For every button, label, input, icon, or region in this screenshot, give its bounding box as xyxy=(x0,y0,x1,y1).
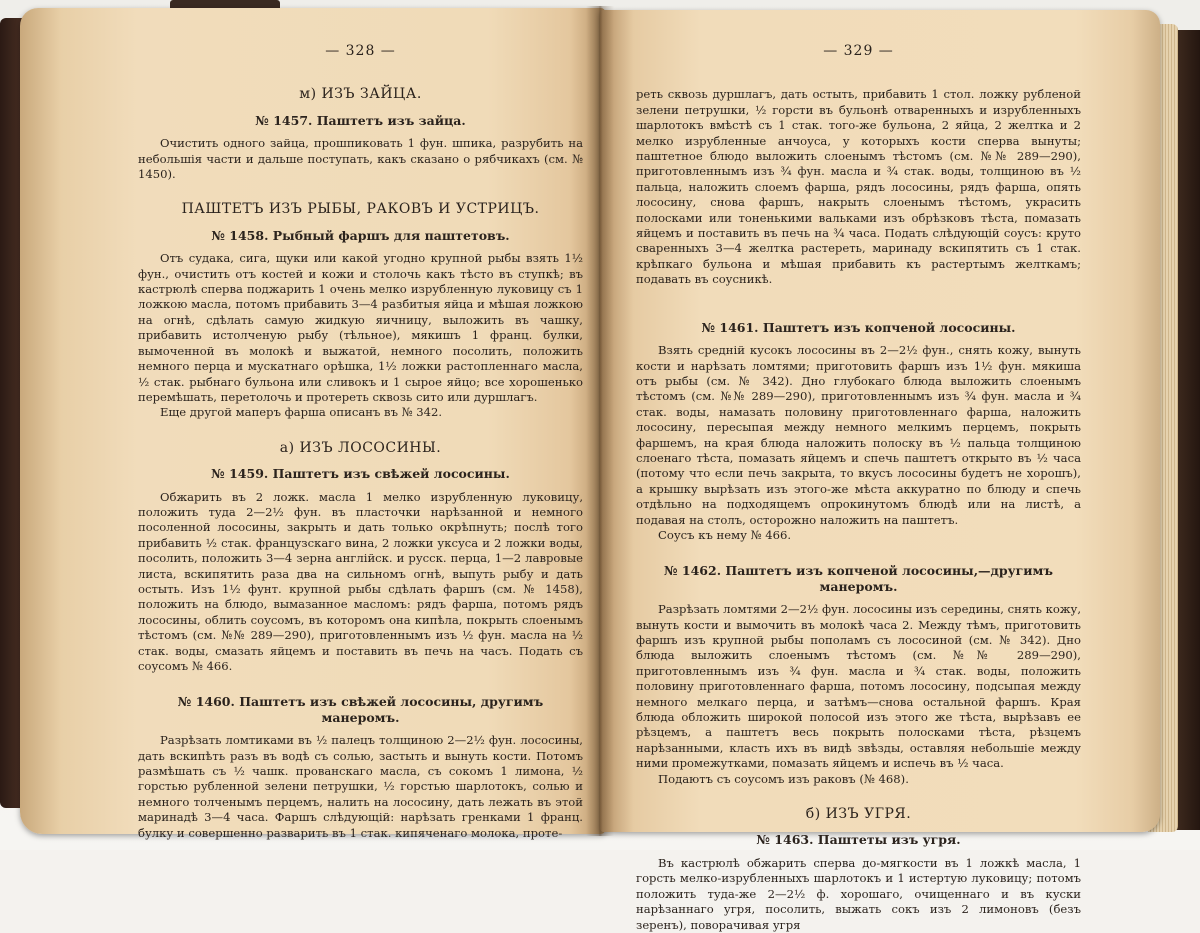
recipe-title-1458: № 1458. Рыбный фаршъ для паштетовъ. xyxy=(211,227,510,243)
left-page-text xyxy=(138,44,583,841)
section-heading-fish: ПАШТЕТЪ ИЗЪ РЫБЫ, РАКОВЪ И УСТРИЦЪ. xyxy=(181,201,540,218)
page-number-right: — 329 — xyxy=(823,43,894,59)
recipe-title-1461: № 1461. Паштетъ изъ копченой лососины. xyxy=(701,319,1016,335)
recipe-title-1457: № 1457. Паштетъ изъ зайца. xyxy=(255,112,466,128)
recipe-text-1463: Въ кастрюлѣ обжарить сперва до-мягкости въ 1 ложкѣ масла, 1 горсть мелко-изрубленныхъ шарлотокъ и 1 истертую луковицу; потомъ положить туда-же 2—2½ ф. хорошаго, очищеннаго и въ куски нарѣзаннаго угря, посолить, выжать сокъ изъ 2 лимоновъ (безъ зеренъ), поворачивая угря xyxy=(636,855,1081,932)
recipe-note-1462: Подаютъ съ соусомъ изъ раковъ (№ 468). xyxy=(658,771,909,786)
recipe-title-1460: № 1460. Паштетъ изъ свѣжей лососины, другимъ манеромъ. xyxy=(177,694,544,725)
recipe-title-1462: № 1462. Паштетъ изъ копченой лососины,—другимъ манеромъ. xyxy=(663,563,1054,594)
recipe-title-1463: № 1463. Паштеты изъ угря. xyxy=(756,832,961,848)
recipe-text-1458: Отъ судака, сига, щуки или какой угодно крупной рыбы взять 1½ фун., очистить отъ костей и кожи и столочь какъ тѣсто въ ступкѣ; въ кастрюлѣ сперва поджарить 1 очень мелко изрубленную луковицу съ 1 ложкою масла, потомъ прибавить 3—4 разбитыя яйца и мѣшая ложкою на огнѣ, сдѣлать самую жидкую яичницу, выложить въ чашку, прибавить истолченую рыбу (тѣльное), мякишъ 1 франц. булки, вымоченной въ молокѣ и выжатой, немного посолить, положить немного перца и мускатнаго орѣшка, 1½ ложки растопленнаго масла, ½ стак. рыбнаго бульона или сливокъ и 1 сырое яйцо; все хорошенько перемѣшать, перетолочь и протереть сквозь сито или дуршлагъ. xyxy=(138,251,583,404)
section-heading-salmon: а) ИЗЪ ЛОСОСИНЫ. xyxy=(279,439,442,456)
right-page-text xyxy=(636,44,1081,933)
recipe-text-1461: Взять средній кусокъ лососины въ 2—2½ фун., снять кожу, вынуть кости и нарѣзать ломтями; приготовить фаршъ изъ 1½ фун. мякиша отъ рыбы (см. № 342). Дно глубокаго блюда выложить слоенымъ тѣстомъ (см. №№ 289—290), приготовленнымъ изъ ¾ фун. масла и ¾ стак. воды, намазать половину приготовленнаго фарша, наложить лососину, пересыпая между немного мелкимъ перцемъ, покрыть фаршемъ, на края блюда наложить полоску въ ½ пальца толщиною слоенаго тѣста, помазать яйцемъ и спечь паштетъ открыто въ ½ часа (потому что если печь закрыта, то вкусъ лососины будетъ не хорошъ), а крышку вырѣзать изъ этого-же мѣста аккуратно по блюду и спечь отдѣльно на подходящемъ опрокинутомъ блюдѣ или на листѣ, а подавая на столъ, осторожно наложить на паштетъ. xyxy=(636,343,1081,527)
section-heading-zayats: м) ИЗЪ ЗАЙЦА. xyxy=(299,86,422,103)
recipe-text-1460: Разрѣзать ломтиками въ ½ палецъ толщиною 2—2½ фун. лососины, дать вскипѣть разъ въ водѣ съ солью, застыть и вынуть кости. Потомъ размѣшать съ ½ чашк. прованскаго масла, съ сокомъ 1 лимона, ½ горстью рубленной зелени петрушки, ½ горстью шарлотокъ, солью и немного толченымъ перцемъ, налить на лососину, дать лежать въ этой маринадѣ 3—4 часа. Фаршъ слѣдующій: нарѣзать гренками 1 франц. булку и совершенно разварить въ 1 стак. кипяченаго молока, проте- xyxy=(138,733,583,840)
page-number-left: — 328 — xyxy=(325,43,396,59)
recipe-text-1459: Обжарить въ 2 ложк. масла 1 мелко изрубленную луковицу, положить туда 2—2½ фун. въ пласточки нарѣзанной и немного посоленной лососины, закрыть и дать только окрѣпнуть; послѣ того прибавить ½ стак. французскаго вина, 2 ложки уксуса и 2 ложки воды, посолить, положить 3—4 зерна англійск. и русск. перца, 1—2 лавровые листа, вскипятить раза два на сильномъ огнѣ, выпуть рыбу и дать остыть. Изъ 1½ фунт. крупной рыбы сдѣлать фаршъ (см. № 1458), положить на блюдо, вымазанное масломъ: рядъ фарша, потомъ рядъ лососины, облить соусомъ, въ которомъ она кипѣла, покрыть слоенымъ тѣстомъ (см. №№ 289—290), приготовленнымъ изъ ½ фун. масла на ½ стак. воды, смазать яйцемъ и поставить въ печь на часъ. Подать съ соусомъ № 466. xyxy=(138,489,583,673)
recipe-text-1462: Разрѣзать ломтями 2—2½ фун. лососины изъ середины, снять кожу, вынуть кости и вымочить въ молокѣ часа 2. Между тѣмъ, приготовить фаршъ изъ крупной рыбы пополамъ съ лососиной (см. № 342). Дно блюда выложить слоенымъ тѣстомъ (см. №№ 289—290), приготовленнымъ изъ ¾ фун. масла и ¾ стак. воды, положить половину приготовленнаго фарша, потомъ лососину, подсыпая между немного мелкаго перца, и затѣмъ—снова остальной фаршъ. Края блюда обложить широкой полосой изъ этого же тѣста, вырѣзавъ ее рѣзцемъ, а паштетъ весь покрыть полосками тѣста, рѣзцемъ нарѣзанными, класть ихъ въ видѣ звѣзды, оставляя небольшіе между ними промежутками, помазать яйцемъ и испечь въ ½ часа. xyxy=(636,602,1081,771)
section-heading-eel: б) ИЗЪ УГРЯ. xyxy=(805,806,912,823)
recipe-continuation-1460: реть сквозь дуршлагъ, дать остыть, прибавить 1 стол. ложку рубленой зелени петрушки, ½ горсти въ бульонѣ отваренныхъ и изрубленныхъ шарлотокъ вмѣстѣ съ 1 стак. того-же бульона, 2 яйца, 2 желтка и 2 мелко изрубленные анчоуса, у которыхъ кости сперва вынуты; паштетное блюдо выложить слоенымъ тѣстомъ (см. №№ 289—290), приготовленнымъ изъ ¾ фун. масла и ¾ стак. воды, толщиною въ ½ пальца, наложить слоемъ фарша, рядъ лососины, рядъ фарша, опять лососину, снова фаршъ, накрыть слоенымъ тѣстомъ, украсить полосками или тоненькими вальками изъ обрѣзковъ тѣста, помазать яйцемъ и поставить въ печь на ¾ часа. Подать слѣдующій соусъ: круто сваренныхъ 3—4 желтка растереть, маринаду вскипятить съ 1 стак. крѣпкаго бульона и мѣшая прибавить къ растертымъ желткамъ; подавать въ соусникѣ. xyxy=(636,87,1081,287)
recipe-note-1461: Соусъ къ нему № 466. xyxy=(658,527,792,542)
recipe-title-1459: № 1459. Паштетъ изъ свѣжей лососины. xyxy=(211,466,510,482)
recipe-text-1457: Очистить одного зайца, прошпиковать 1 фун. шпика, разрубить на небольшія части и дальше поступать, какъ сказано о рябчикахъ (см. № 1450). xyxy=(138,136,583,182)
book-gutter xyxy=(586,6,614,836)
recipe-note-1458: Еще другой маперъ фарша описанъ въ № 342. xyxy=(160,405,443,420)
